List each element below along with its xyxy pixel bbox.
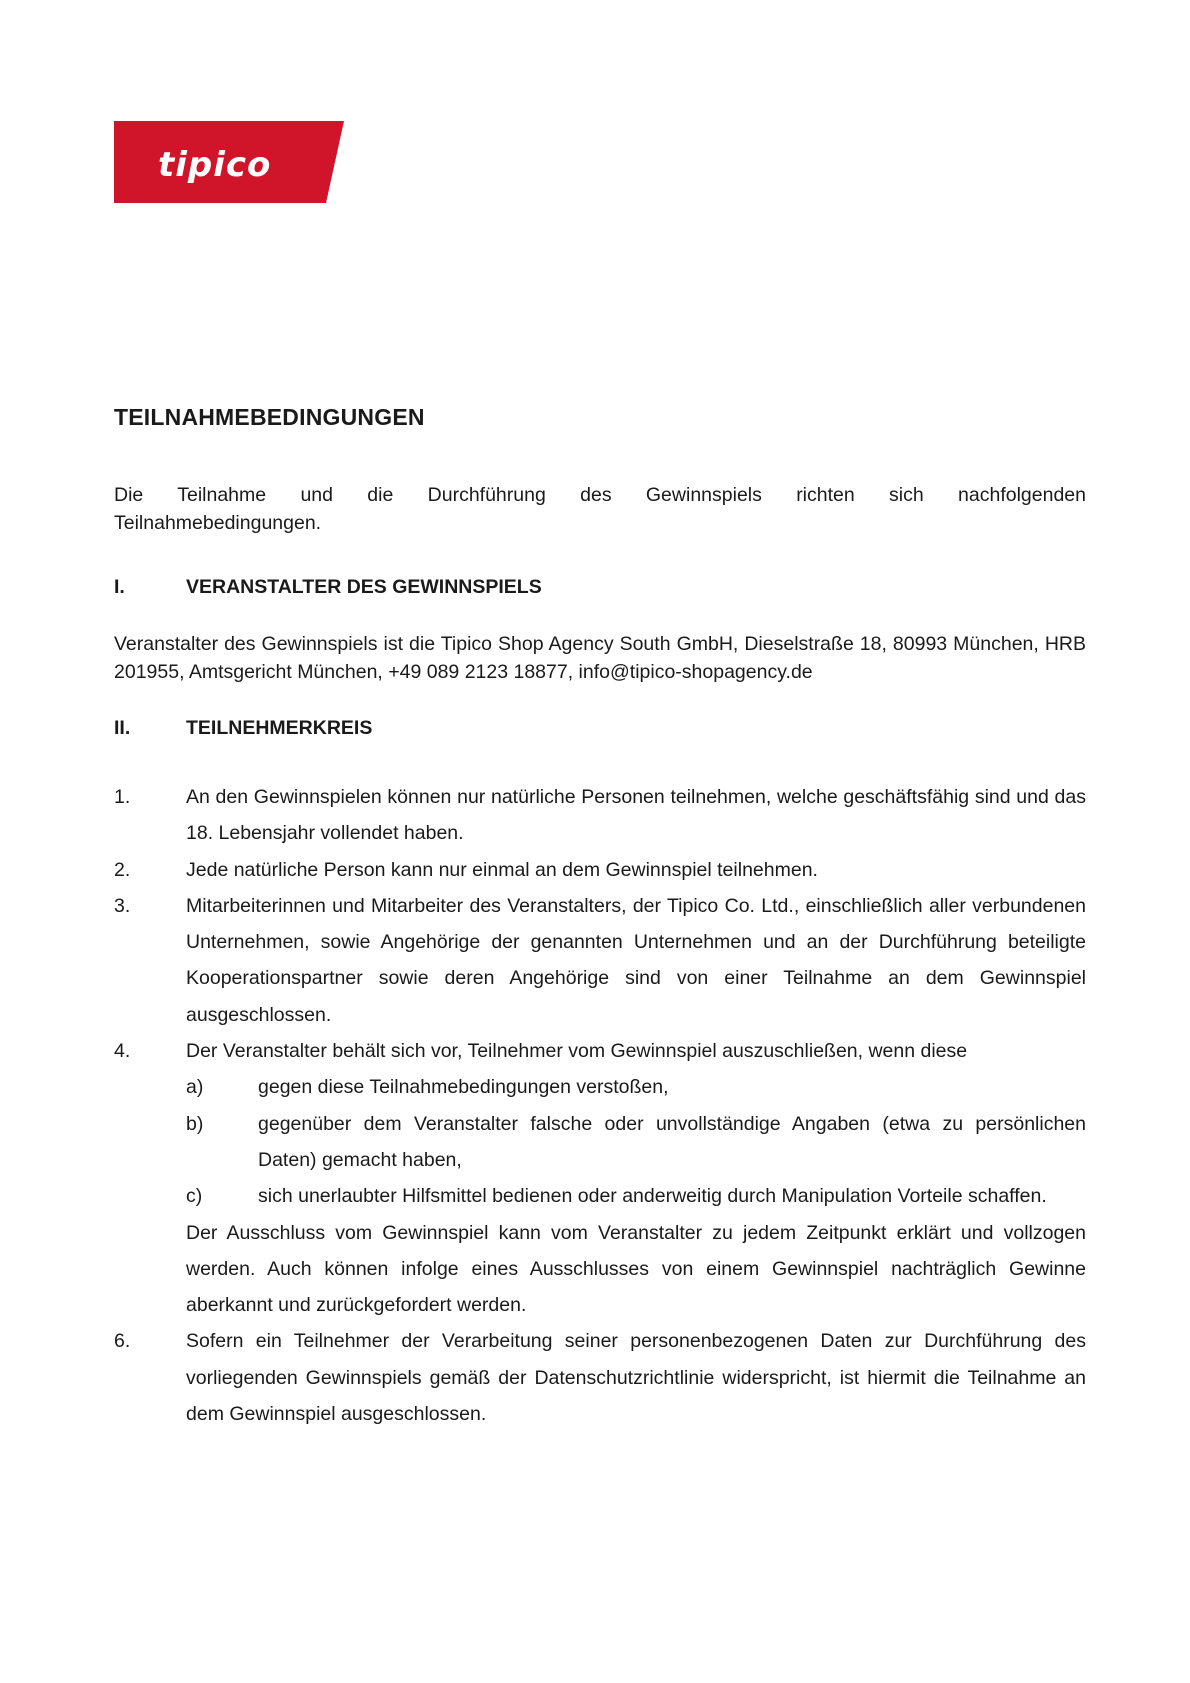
list-item-text: Mitarbeiterinnen und Mitarbeiter des Veranstalters, der Tipico Co. Ltd., einschließlich aller verbundenen Unternehmen, sowie Angehörige der genannten Unternehmen und an der Durchführung beteiligte Kooperationspartner sowie deren Angehörige sind von einer Teilnahme an dem Gewinnspiel ausgeschlossen. xyxy=(186,894,1086,1026)
sub-item xyxy=(186,1069,1086,1105)
list-item-number: 2. xyxy=(114,858,131,881)
section-1-number: I. xyxy=(114,576,125,598)
list-item-text: Jede natürliche Person kann nur einmal an dem Gewinnspiel teilnehmen. xyxy=(186,858,818,881)
list-item-text: Sofern ein Teilnehmer der Verarbeitung seiner personenbezogenen Daten zur Durchführung des vorliegenden Gewinnspiels gemäß der Datenschutzrichtlinie widerspricht, ist hiermit die Teilnahme an dem Gewinnspiel ausgeschlossen. xyxy=(186,1330,1086,1426)
sub-item-letter: a) xyxy=(186,1076,204,1099)
organizer-paragraph: Veranstalter des Gewinnspiels ist die Tipico Shop Agency South GmbH, Dieselstraße 18, 80993 München, HRB 201955, Amtsgericht München, +49 089 2123 18877, info@tipico-shopagency.de xyxy=(114,633,1086,683)
tipico-logo xyxy=(114,121,344,203)
tipico-logo-graphic xyxy=(114,121,344,203)
sub-item xyxy=(186,1178,1086,1214)
section-1-title: VERANSTALTER DES GEWINNSPIELS xyxy=(186,576,542,598)
logo-wordmark: tipico xyxy=(158,145,272,185)
list-item-text: Der Veranstalter behält sich vor, Teilnehmer vom Gewinnspiel auszuschließen, wenn diese xyxy=(186,1040,968,1063)
page-title: TEILNAHMEBEDINGUNGEN xyxy=(114,404,425,430)
list-item xyxy=(114,1033,1086,1323)
sub-item xyxy=(186,1106,1086,1179)
list-item xyxy=(114,1323,1086,1432)
intro-line-1: Die Teilnahme und die Durchführung des Gewinnspiels richten sich nachfolgenden xyxy=(114,484,1086,506)
sub-item-letter: c) xyxy=(186,1185,203,1208)
participant-list xyxy=(114,779,1086,1432)
sub-item-letter: b) xyxy=(186,1112,204,1135)
sub-item-text: gegenüber dem Veranstalter falsche oder unvollständige Angaben (etwa zu persönlichen Daten) gemacht haben, xyxy=(258,1112,1086,1171)
section-2-number: II. xyxy=(114,717,131,739)
list-item xyxy=(114,779,1086,852)
intro-line-2: Teilnahmebedingungen. xyxy=(114,512,322,534)
list-item-text: An den Gewinnspielen können nur natürliche Personen teilnehmen, welche geschäftsfähig sind und das 18. Lebensjahr vollendet haben. xyxy=(186,786,1086,845)
list-item xyxy=(114,888,1086,1033)
intro-paragraph xyxy=(114,481,1086,537)
list-item xyxy=(114,852,1086,888)
section-2-title: TEILNEHMERKREIS xyxy=(186,717,373,739)
list-item-number: 3. xyxy=(114,894,131,917)
list-item-number: 4. xyxy=(114,1040,131,1063)
exclusion-note: Der Ausschluss vom Gewinnspiel kann vom Veranstalter zu jedem Zeitpunkt erklärt und vollzogen werden. Auch können infolge eines Ausschlusses von einem Gewinnspiel nachträglich Gewinne aberkannt und zurückgefordert werden. xyxy=(186,1221,1086,1317)
sub-item-text: sich unerlaubter Hilfsmittel bedienen oder anderweitig durch Manipulation Vorteile schaffen. xyxy=(258,1185,1047,1208)
sub-item-text: gegen diese Teilnahmebedingungen verstoßen, xyxy=(258,1076,669,1099)
list-item-number: 1. xyxy=(114,786,131,808)
list-item-number: 6. xyxy=(114,1330,131,1353)
